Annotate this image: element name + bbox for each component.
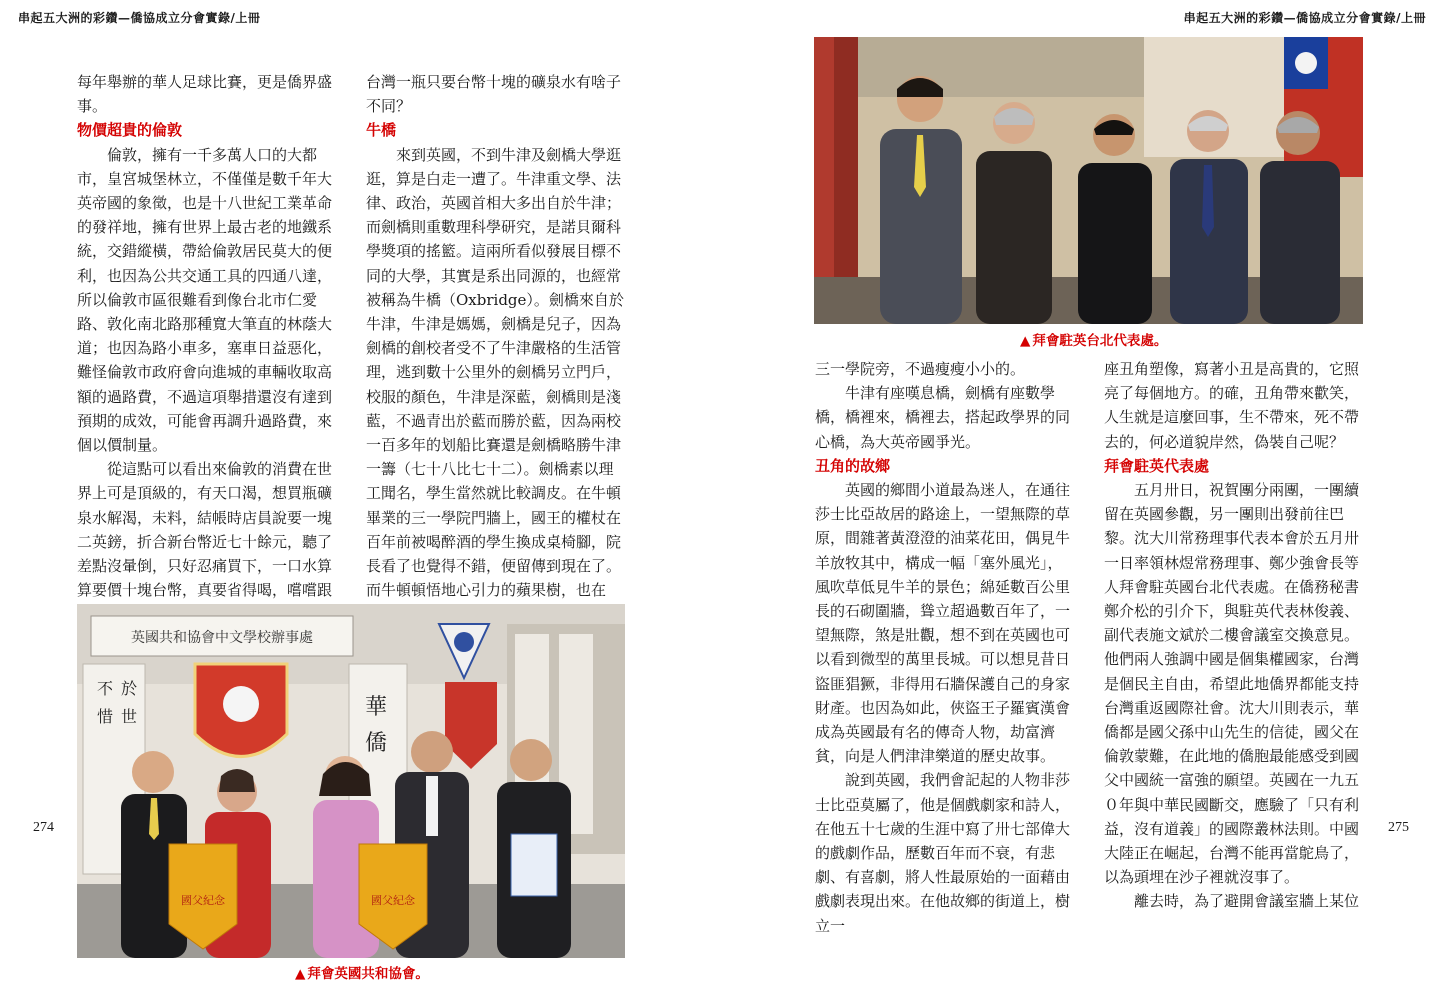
pennant-text-2: 國父紀念 (371, 894, 415, 907)
pennant-text-1: 國父紀念 (181, 894, 225, 907)
running-head-left: 串起五大洲的彩鑽—僑協成立分會實錄/上冊 (18, 11, 261, 25)
caption-text: 拜會駐英台北代表處。 (1032, 333, 1168, 349)
paragraph: 五月卅日，祝賀團分兩團，一團續留在英國參觀，另一團則出發前往巴黎。沈大川常務理事代表本會於五月卅一日率領林煜常務理事、鄭少強會長等人拜會駐英國台北代表處。在僑務秘書鄭介松的引介下，與駐英代表林俊義、副代表施文斌於二樓會議室交換意見。他們兩人強調中國是個集權國家，台灣是個民主自由，希望此地僑界都能支持台灣重返國際社會。沈大川則表示，華僑都是國父孫中山先生的信徒，國父在倫敦蒙難，在此地的僑胞最能感受到國父中國統一富強的願望。英國在一九五０年與中華民國斷交，應驗了「只有利益，沒有道義」的國際叢林法則。中國大陸正在崛起，台灣不能再當鴕鳥了，以為頭埋在沙子裡就沒事了。 (1104, 481, 1360, 887)
section-heading: 牛橋 (366, 121, 397, 140)
photo-caption-left (295, 962, 429, 982)
caption-triangle-icon: ▲ (1020, 333, 1031, 349)
svg-text:惜: 惜 (97, 707, 114, 726)
caption-triangle-icon: ▲ (295, 966, 306, 982)
svg-text:於: 於 (121, 679, 138, 698)
caption-text: 拜會英國共和協會。 (307, 966, 429, 982)
section-heading: 丑角的故鄉 (815, 456, 891, 475)
paragraph: 座丑角塑像，寫著小丑是高貴的，它照亮了每個地方。的確，丑角帶來歡笑，人生就是這麼回事，生不帶來，死不帶去的，何必道貌岸然，偽裝自己呢？ (1104, 360, 1360, 451)
photo-caption-right (1020, 329, 1167, 349)
group-photo-republican-association (77, 604, 625, 958)
paragraph: 倫敦，擁有一千多萬人口的大都市，皇宮城堡林立，不僅僅是數千年大英帝國的象徵，也是十八世紀工業革命的發祥地，擁有世界上最古老的地鐵系統，交錯縱橫，帶給倫敦居民莫大的便利，也因為公共交通工具的四通八達，所以倫敦市區很難看到像台北市仁愛路、敦化南北路那種寬大筆直的林蔭大道；也因為路小車多，塞車日益惡化，難怪倫敦市政府會向進城的車輛收取高額的過路費，不過這項舉措還沒有達到預期的成效，可能會再調升過路費，來個以價制量。 (77, 145, 333, 455)
right-page (720, 0, 1440, 985)
running-head-right: 串起五大洲的彩鑽—僑協成立分會實錄/上冊 (1183, 11, 1426, 25)
paragraph: 三一學院旁，不過瘦瘦小小的。 (815, 360, 1026, 378)
section-heading: 物價超貴的倫敦 (77, 121, 183, 140)
left-column-1 (77, 70, 339, 602)
right-column-1 (815, 357, 1077, 938)
paragraph: 台灣一瓶只要台幣十塊的礦泉水有啥子不同？ (366, 73, 622, 116)
paragraph: 每年舉辦的華人足球比賽，更是僑界盛事。 (77, 73, 333, 116)
paragraph: 說到英國，我們會記起的人物非莎士比亞莫屬了，他是個戲劇家和詩人，在他五十七歲的生涯中寫了卅七部偉大的戲劇作品，歷數百年而不衰，有悲劇、有喜劇，將人性最原始的一面藉由戲劇表現出來。在他故鄉的街道上，樹立一 (815, 771, 1071, 935)
paragraph: 牛津有座嘆息橋，劍橋有座數學橋，橋裡來，橋裡去，搭起政學界的同心橋，為大英帝國爭光。 (815, 384, 1071, 451)
section-heading: 拜會駐英代表處 (1104, 456, 1210, 475)
paragraph: 從這點可以看出來倫敦的消費在世界上可是頂級的，有天口渴，想買瓶礦泉水解渴，未料，結帳時店員說要一塊二英鎊，折合新台幣近七十餘元，聽了差點沒暈倒，只好忍痛買下，一口水算算要價十塊台幣，真要省得喝，嚐嚐跟 (77, 460, 333, 600)
svg-text:華: 華 (365, 695, 388, 720)
paragraph: 英國的鄉間小道最為迷人，在通往莎士比亞故居的路途上，一望無際的草原，間雜著黃澄澄的油菜花田，偶見牛羊放牧其中，構成一幅「塞外風光」，風吹草低見牛羊的景色；綿延數百公里長的石砌圍牆，聳立超過數百年了，一望無際，煞是壯觀，想不到在英國也可以看到微型的萬里長城。可以想見昔日盜匪猖獗，非得用石牆保護自己的身家財產。也因為如此，俠盜王子羅賓漢會成為英國最有名的傳奇人物，劫富濟貧，向是人們津津樂道的歷史故事。 (815, 481, 1071, 766)
page-number-right: 275 (1388, 820, 1409, 835)
right-column-2 (1104, 357, 1366, 914)
left-column-2 (366, 70, 628, 602)
paragraph: 來到英國，不到牛津及劍橋大學逛逛，算是白走一遭了。牛津重文學、法律、政治，英國首相大多出自於牛津；而劍橋則重數理科學研究，是諾貝爾科學獎項的搖籃。這兩所看似發展目標不同的大學，其實是系出同源的，也經常被稱為牛橋（Oxbridge）。劍橋來自於牛津，牛津是媽媽，劍橋是兒子，因為劍橋的創校者受不了牛津嚴格的生活管理，逃到數十公里外的劍橋另立門戶，校服的顏色，牛津是深藍，劍橋則是淺藍，不過青出於藍而勝於藍，因為兩校一百多年的划船比賽還是劍橋略勝牛津一籌（七十八比七十二）。劍橋素以理工聞名，學生當然就比較調皮。在牛頓畢業的三一學院門牆上，國王的權杖在百年前被喝醉酒的學生換成桌椅腳，院長看了也覺得不錯，便留傳到現在了。而牛頓頓悟地心引力的蘋果樹，也在 (366, 145, 624, 600)
photo-image (814, 37, 1363, 324)
svg-text:僑: 僑 (365, 731, 388, 756)
banner-text: 英國共和協會中文學校辦事處 (131, 630, 313, 646)
page-number-left: 274 (33, 820, 54, 835)
svg-text:不: 不 (97, 679, 114, 698)
photo-image (77, 604, 625, 958)
paragraph: 離去時，為了避開會議室牆上某位 (1134, 892, 1360, 911)
group-photo-taipei-representative-office (814, 37, 1363, 324)
svg-text:世: 世 (121, 707, 138, 726)
